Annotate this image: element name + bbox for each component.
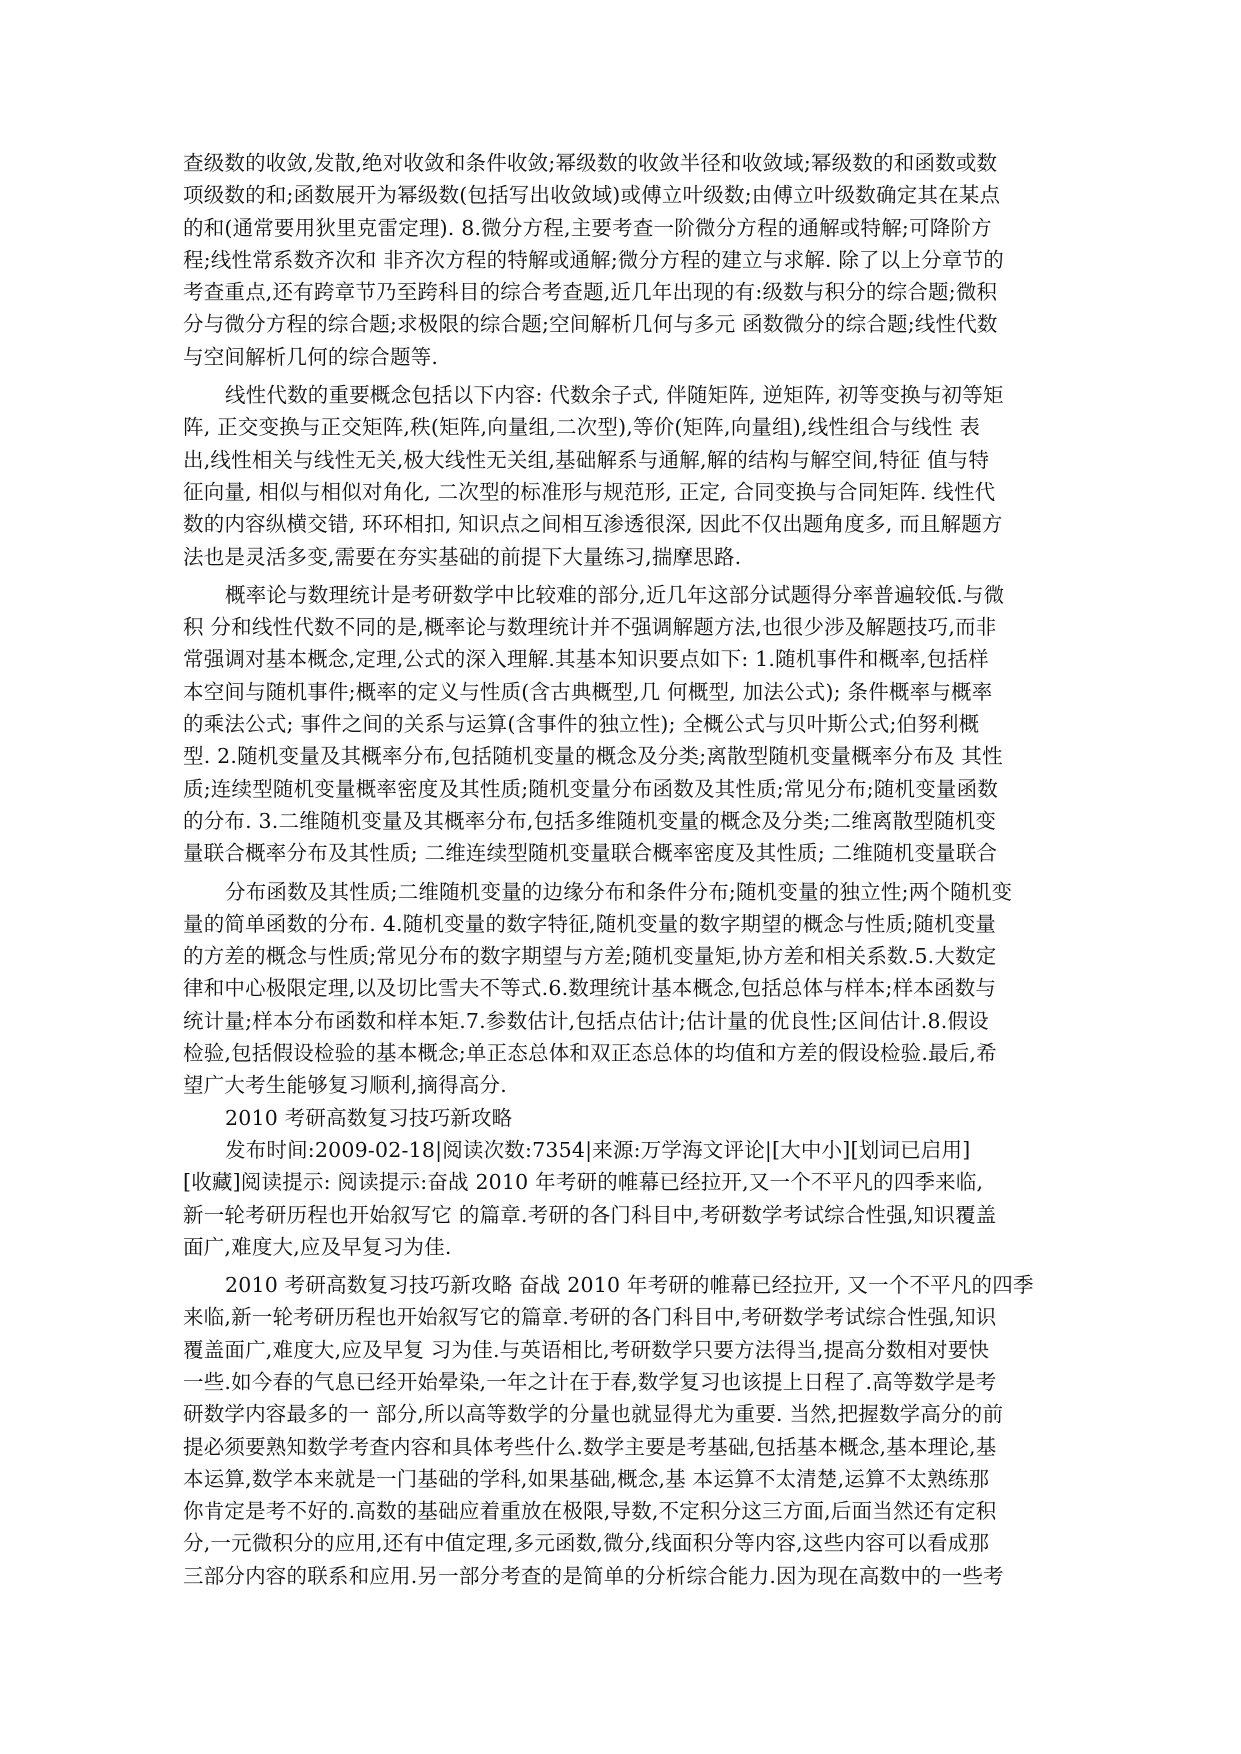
text-line: 考查重点,还有跨章节乃至跨科目的综合考查题,近几年出现的有:级数与积分的综合题;微积 (183, 280, 998, 305)
text-line: 分与微分方程的综合题;求极限的综合题;空间解析几何与多元 函数微分的综合题;线性代数 (183, 312, 998, 337)
text-line: 望广大考生能够复习顺利,摘得高分. (183, 1073, 507, 1098)
text-line: 统计量;样本分布函数和样本矩.7.参数估计,包括点估计;估计量的优良性;区间估计.8.假设 (183, 1008, 989, 1033)
text-line: 本运算,数学本来就是一门基础的学科,如果基础,概念,基 本运算不太清楚,运算不太熟练那 (183, 1466, 990, 1491)
text-line: 阵, 正交变换与正交矩阵,秩(矩阵,向量组,二次型),等价(矩阵,向量组),线性组合与线性 表 (183, 415, 981, 440)
text-line: 本空间与随机事件;概率的定义与性质(含古典概型,几 何概型, 加法公式); 条件概率与概率 (183, 679, 993, 704)
text-line: 征向量, 相似与相似对角化, 二次型的标准形与规范形, 正定, 合同变换与合同矩阵. 线性代 (183, 479, 996, 504)
text-line: 出,线性相关与线性无关,极大线性无关组,基础解系与通解,解的结构与解空间,特征 值与特 (183, 447, 990, 472)
text-line: 的乘法公式; 事件之间的关系与运算(含事件的独立性); 全概公式与贝叶斯公式;伯努利概 (183, 712, 980, 737)
text-line: 量的简单函数的分布. 4.随机变量的数字特征,随机变量的数字期望的概念与性质;随机变量 (183, 911, 997, 936)
text-line: 面广,难度大,应及早复习为佳. (183, 1234, 452, 1259)
article-title (183, 1102, 1073, 1134)
text-line: 一些.如今春的气息已经开始晕染,一年之计在于春,数学复习也该提上日程了.高等数学是考 (183, 1369, 997, 1394)
text-line: 程;线性常系数齐次和 非齐次方程的特解或通解;微分方程的建立与求解. 除了以上分章节的 (183, 247, 1004, 272)
text-line: 法也是灵活多变,需要在夯实基础的前提下大量练习,揣摩思路. (183, 544, 742, 569)
text-line: 查级数的收敛,发散,绝对收敛和条件收敛;幂级数的收敛半径和收敛域;幂级数的和函数或数 (183, 151, 998, 175)
text-line: 发布时间:2009-02-18|阅读次数:7354|来源:万学海文评论|[大中小][划词已启用] (225, 1137, 971, 1162)
text-line: 2010 考研高数复习技巧新攻略 (225, 1105, 513, 1130)
text-line: 分布函数及其性质;二维随机变量的边缘分布和条件分布;随机变量的独立性;两个随机变 (225, 879, 1013, 904)
text-line: 检验,包括假设检验的基本概念;单正态总体和双正态总体的均值和方差的假设检验.最后,希 (183, 1041, 997, 1066)
text-line: 覆盖面广,难度大,应及早复 习为佳.与英语相比,考研数学只要方法得当,提高分数相对要快 (183, 1337, 990, 1362)
text-line: 律和中心极限定理,以及切比雪夫不等式.6.数理统计基本概念,包括总体与样本;样本函数与 (183, 976, 997, 1001)
text-line: 的方差的概念与性质;常见分布的数字期望与方差;随机变量矩,协方差和相关系数.5.大数定 (183, 944, 997, 969)
document-page (183, 147, 1073, 1592)
text-line: 概率论与数理统计是考研数学中比较难的部分,近几年这部分试题得分率普遍较低.与微 (225, 582, 1005, 607)
text-line: 型. 2.随机变量及其概率分布,包括随机变量的概念及分类;离散型随机变量概率分布及 其性 (183, 744, 1003, 769)
article-meta (183, 1134, 1073, 1263)
text-line: 积 分和线性代数不同的是,概率论与数理统计并不强调解题方法,也很少涉及解题技巧,而非 (183, 615, 997, 640)
paragraph-probability (183, 579, 1073, 870)
paragraph-calculus-review (183, 147, 1073, 373)
paragraph-article-body (183, 1269, 1073, 1592)
text-line: 新一轮考研历程也开始叙写它 的篇章.考研的各门科目中,考研数学考试综合性强,知识覆盖 (183, 1202, 997, 1227)
text-line: 数的内容纵横交错, 环环相扣, 知识点之间相互渗透很深, 因此不仅出题角度多, 而且解题方 (183, 512, 1003, 537)
text-line: 研数学内容最多的一 部分,所以高等数学的分量也就显得尤为重要. 当然,把握数学高分的前 (183, 1402, 1004, 1427)
text-line: 三部分内容的联系和应用.另一部分考查的是简单的分析综合能力.因为现在高数中的一些考 (183, 1563, 1004, 1588)
text-line: 的和(通常要用狄里克雷定理). 8.微分方程,主要考查一阶微分方程的通解或特解;可降阶方 (183, 215, 992, 240)
text-line: 提必须要熟知数学考查内容和具体考些什么.数学主要是考基础,包括基本概念,基本理论,基 (183, 1434, 997, 1459)
text-line: 与空间解析几何的综合题等. (183, 344, 439, 369)
text-line: 常强调对基本概念,定理,公式的深入理解.其基本知识要点如下: 1.随机事件和概率,包括样 (183, 647, 989, 672)
text-line: 项级数的和;函数展开为幂级数(包括写出收敛域)或傅立叶级数;由傅立叶级数确定其在某点 (183, 183, 1001, 208)
text-line: 你肯定是考不好的.高数的基础应着重放在极限,导数,不定积分这三方面,后面当然还有定积 (183, 1499, 997, 1524)
text-line: 线性代数的重要概念包括以下内容: 代数余子式, 伴随矩阵, 逆矩阵, 初等变换与初等矩 (225, 383, 1004, 408)
text-line: 的分布. 3.二维随机变量及其概率分布,包括多维随机变量的概念及分类;二维离散型随机变 (183, 808, 997, 833)
paragraph-probability-continued (183, 876, 1073, 1102)
text-line: 质;连续型随机变量概率密度及其性质;随机变量分布函数及其性质;常见分布;随机变量函数 (183, 776, 999, 801)
paragraph-linear-algebra (183, 379, 1073, 573)
text-line: 量联合概率分布及其性质; 二维连续型随机变量联合概率密度及其性质; 二维随机变量联合 (183, 841, 998, 866)
text-line: 来临,新一轮考研历程也开始叙写它的篇章.考研的各门科目中,考研数学考试综合性强,知识 (183, 1305, 997, 1330)
text-line: 2010 考研高数复习技巧新攻略 奋战 2010 年考研的帷幕已经拉开, 又一个不平凡的四季 (225, 1273, 1034, 1298)
text-line: [收藏]阅读提示: 阅读提示:奋战 2010 年考研的帷幕已经拉开,又一个不平凡的四季来临, (183, 1170, 984, 1195)
text-line: 分,一元微积分的应用,还有中值定理,多元函数,微分,线面积分等内容,这些内容可以看成那 (183, 1531, 990, 1556)
